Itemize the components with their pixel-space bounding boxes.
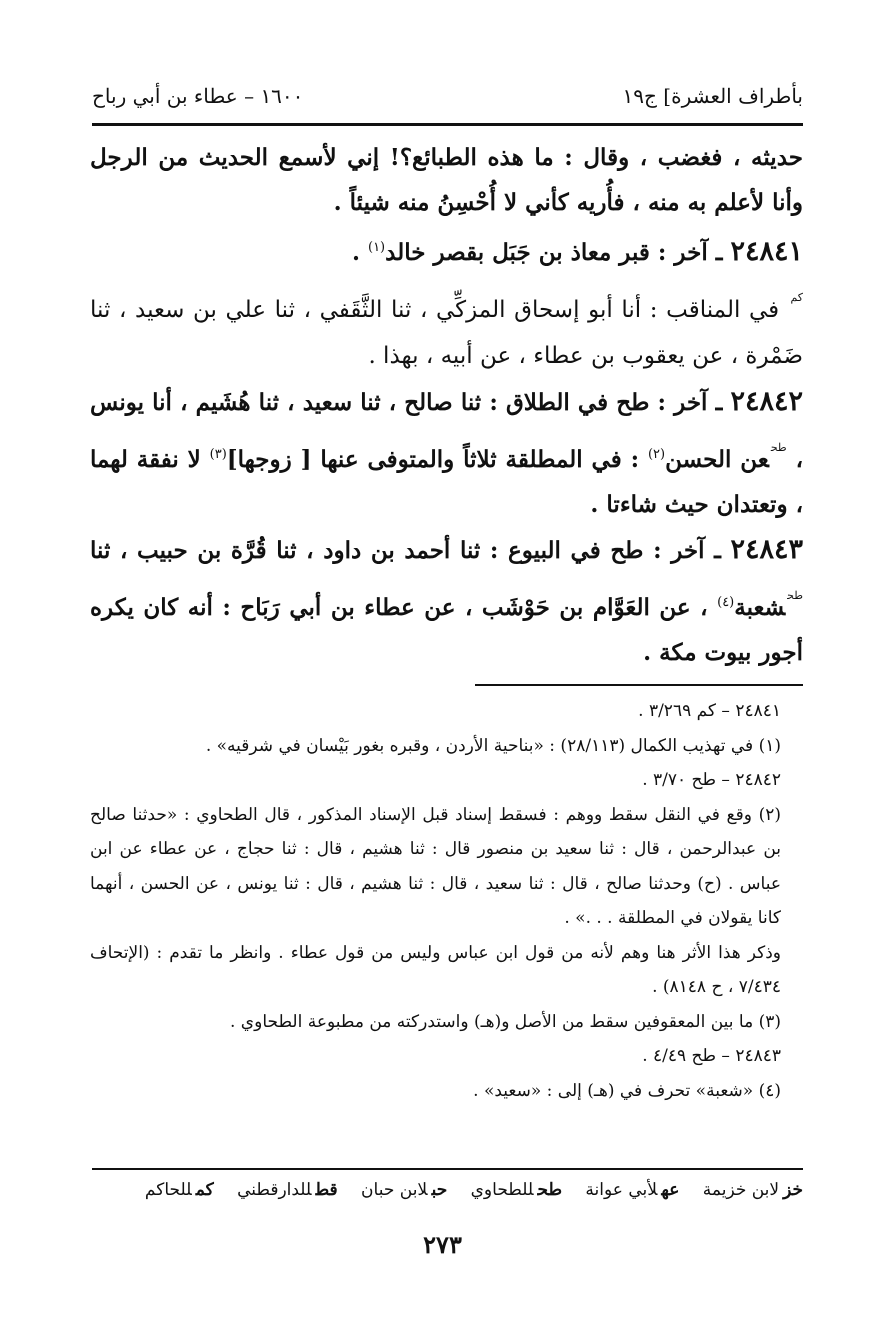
siglum-mark: طح	[770, 441, 787, 454]
entry-24843	[90, 527, 803, 675]
entry-number: ٢٤٨٤٢	[730, 386, 803, 417]
footnote-ref-1: (١)	[367, 240, 386, 255]
legend-code: طح	[537, 1180, 563, 1200]
header-section-title: ١٦٠٠ – عطاء بن أبي رباح	[92, 84, 304, 108]
legend-label: للحاكم	[144, 1180, 192, 1200]
legend-label: لابن خزيمة	[702, 1180, 780, 1200]
footnote-item: (٢) وقع في النقل سقط ووهم : فسقط إسناد قبل الإسناد المذكور ، قال الطحاوي : «حدثنا صالح بن عبدالرحمن ، قال : ثنا سعيد بن منصور قال : ثنا هشيم ، قال : ثنا حجاج ، عن عطاء عن ابن عباس . (ح) وحدثنا صالح ، قال : ثنا سعيد ، قال : ثنا هشيم ، قال : ثنا يونس ، عن الحسن ، أنهما كانا يقولان في المطلقة . . .» .	[90, 804, 781, 928]
legend-label: لأبي عوانة	[585, 1180, 658, 1200]
legend-code: قط	[315, 1180, 338, 1200]
footnote-source: ٢٤٨٤٣ – طح ٤/٤٩ .	[642, 1046, 781, 1066]
continuation-paragraph: حديثه ، فغضب ، وقال : ما هذه الطبائع؟! إني لأسمع الحديث من الرجل وأنا لأعلم به منه ، فأُريه كأني لا أُحْسِنُ منه شيئاً .	[90, 144, 803, 216]
entry-number: ٢٤٨٤٣	[730, 534, 803, 565]
entry-number: ٢٤٨٤١	[730, 236, 803, 267]
footnotes	[90, 694, 803, 1108]
entry-text: ، عن العَوَّام بن حَوْشَب ، عن عطاء بن أبي رَبَاح : أنه كان يكره أجور بيوت مكة .	[90, 594, 803, 666]
legend-label: للطحاوي	[470, 1180, 534, 1200]
footnote-item: (٣) ما بين المعقوفين سقط من الأصل و(هـ) واستدركته من مطبوعة الطحاوي .	[230, 1011, 781, 1032]
legend-code: حب	[431, 1180, 448, 1200]
footnote-ref-3: (٣)	[209, 447, 227, 462]
entry-text: : في المطلقة ثلاثاً والمتوفى عنها [ زوجها]	[226, 446, 648, 473]
entry-text: عن الحسن	[665, 446, 769, 473]
siglum-mark: كم	[790, 291, 803, 304]
entry-text: لا نفقة لهما ، وتعتدان حيث شاءتا .	[90, 446, 803, 518]
entry-heading: ـ آخر : قبر معاذ بن جَبَل بقصر خالد	[385, 239, 723, 266]
footnote-ref-4: (٤)	[717, 595, 735, 610]
legend-label: لابن حبان	[361, 1180, 428, 1200]
entry-end: .	[351, 239, 368, 266]
footnote-ref-2: (٢)	[647, 447, 666, 462]
entry-heading: ـ آخر : طح في البيوع : ثنا أحمد بن داود ، ثنا قُرَّة بن حبيب ، ثنا	[90, 537, 721, 564]
legend-item	[703, 1180, 803, 1200]
entry-24841-body	[90, 275, 803, 379]
entry-24842	[90, 379, 803, 527]
legend-code: عه	[661, 1180, 680, 1200]
legend-item	[361, 1180, 447, 1200]
legend-label: للدارقطني	[237, 1180, 312, 1200]
running-header	[92, 78, 803, 114]
footnote-separator	[475, 684, 803, 686]
main-text	[90, 135, 803, 675]
entry-24841	[90, 225, 803, 275]
legend-rule	[92, 1168, 803, 1170]
legend-code: خز	[783, 1180, 803, 1200]
footnote-source: ٢٤٨٤١ – كم ٣/٢٦٩ .	[638, 701, 781, 721]
header-rule	[92, 123, 803, 126]
legend-item	[145, 1180, 214, 1200]
footnote-item: وذكر هذا الأثر هنا وهم لأنه من قول ابن عباس وليس من قول عطاء . وانظر ما تقدم : (الإتحاف ٧/٤٣٤ ، ح ٨١٤٨) .	[90, 942, 781, 997]
abbreviation-legend	[90, 1180, 803, 1214]
siglum-mark: طح	[787, 589, 803, 602]
entry-heading: ـ آخر : طح في الطلاق : ثنا صالح ، ثنا سعيد ، ثنا هُشَيم ، أنا يونس ،	[90, 389, 803, 473]
legend-item	[237, 1180, 338, 1200]
footnote-source: ٢٤٨٤٢ – طح ٣/٧٠ .	[642, 770, 781, 790]
footnote-item: (١) في تهذيب الكمال (٢٨/١١٣) : «بناحية الأردن ، وقبره بغور بَيْسان في شرقيه» .	[205, 735, 781, 756]
footnote-item: (٤) «شعبة» تحرف في (هـ) إلى : «سعيد» .	[473, 1080, 781, 1101]
legend-code: كم	[195, 1180, 214, 1200]
page-number: ٢٧٣	[423, 1230, 462, 1259]
header-book-title: بأطراف العشرة] ج١٩	[622, 84, 803, 108]
legend-item	[471, 1180, 562, 1200]
legend-item	[585, 1180, 679, 1200]
entry-text: شعبة	[734, 594, 786, 621]
entry-body: في المناقب : أنا أبو إسحاق المزكِّي ، ثنا الثَّقَفي ، ثنا علي بن سعيد ، ثنا ضَمْرة ، عن يعقوب بن عطاء ، عن أبيه ، بهذا .	[90, 297, 803, 369]
